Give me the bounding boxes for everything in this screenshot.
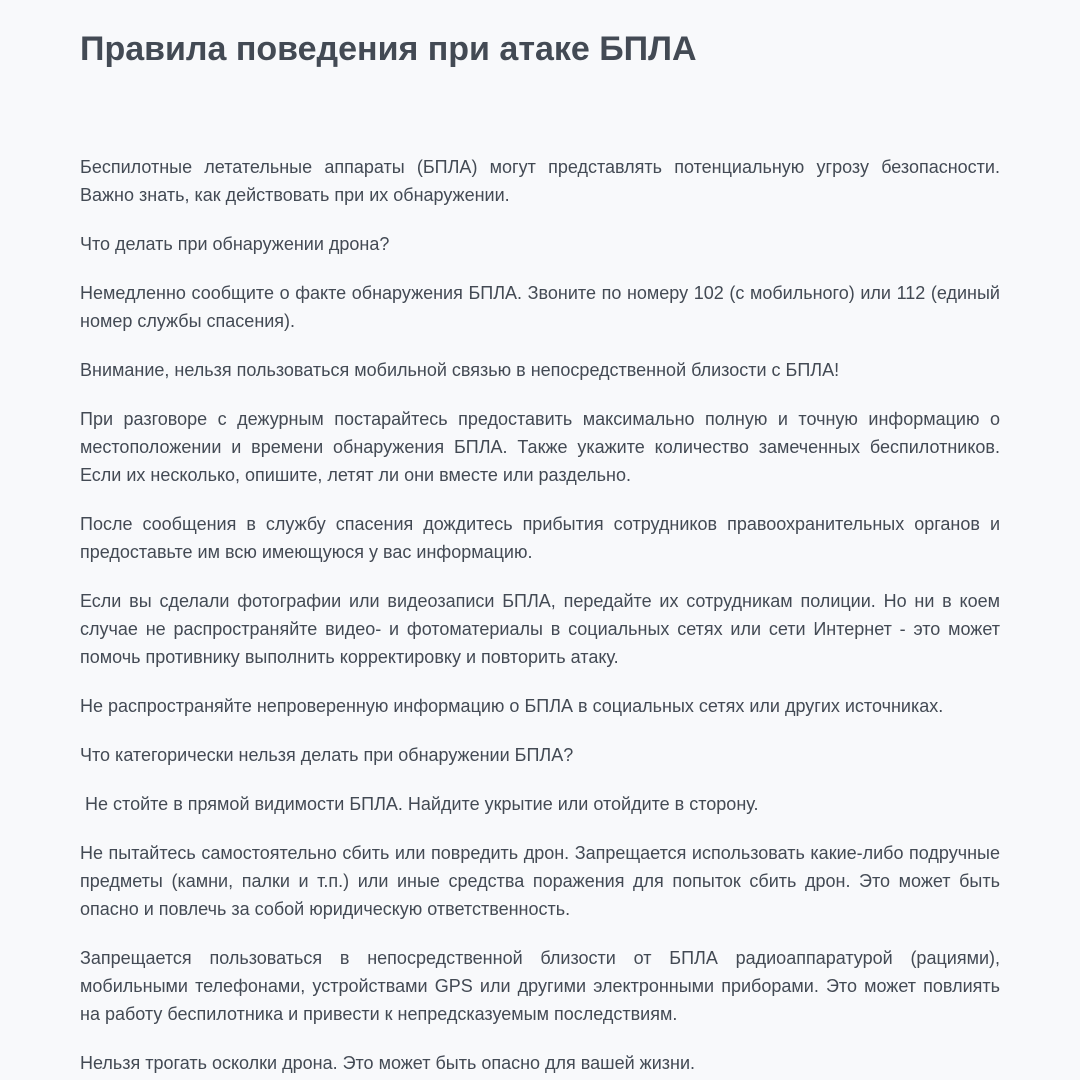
paragraph-report: Немедленно сообщите о факте обнаружения БПЛА. Звоните по номеру 102 (с мобильного) или 112 (единый номер службы спасения). bbox=[80, 283, 1000, 331]
article-body bbox=[80, 153, 1000, 1080]
paragraph-no-debris: Нельзя трогать осколки дрона. Это может быть опасно для вашей жизни. bbox=[80, 1053, 696, 1073]
paragraph-wait: После сообщения в службу спасения дождитесь прибытия сотрудников правоохранительных органов и предоставьте им всю имеющуюся у вас информацию. bbox=[80, 514, 1000, 562]
paragraph-details: При разговоре с дежурным постарайтесь предоставить максимально полную и точную информацию о местоположении и времени обнаружения БПЛА. Также укажите количество замеченных беспилотников. Если их несколько, опишите, летят ли они вместе или раздельно. bbox=[80, 409, 1000, 485]
paragraph-warning: Внимание, нельзя пользоваться мобильной связью в непосредственной близости с БПЛА! bbox=[80, 360, 840, 380]
paragraph-no-visibility: Не стойте в прямой видимости БПЛА. Найдите укрытие или отойдите в сторону. bbox=[80, 794, 759, 814]
paragraph-no-electronics: Запрещается пользоваться в непосредственной близости от БПЛА радиоаппаратурой (рациями), мобильными телефонами, устройствами GPS или другими электронными приборами. Это может повлиять на работу беспилотника и привести к непредсказуемым последствиям. bbox=[80, 948, 1000, 1024]
paragraph-no-shooting: Не пытайтесь самостоятельно сбить или повредить дрон. Запрещается использовать какие-либо подручные предметы (камни, палки и т.п.) или иные средства поражения для попыток сбить дрон. Это может быть опасно и повлечь за собой юридическую ответственность. bbox=[80, 843, 1000, 919]
paragraph-question-what-to-do: Что делать при обнаружении дрона? bbox=[80, 234, 390, 254]
paragraph-no-rumors: Не распространяйте непроверенную информацию о БПЛА в социальных сетях или других источниках. bbox=[80, 696, 944, 716]
paragraph-question-forbidden: Что категорически нельзя делать при обнаружении БПЛА? bbox=[80, 745, 574, 765]
paragraph-photos: Если вы сделали фотографии или видеозаписи БПЛА, передайте их сотрудникам полиции. Но ни в коем случае не распространяйте видео- и фотоматериалы в социальных сетях или сети Интернет - это может помочь противнику выполнить корректировку и повторить атаку. bbox=[80, 591, 1000, 667]
page-title: Правила поведения при атаке БПЛА bbox=[80, 30, 697, 68]
paragraph-intro: Беспилотные летательные аппараты (БПЛА) могут представлять потенциальную угрозу безопасности. Важно знать, как действовать при их обнаружении. bbox=[80, 157, 1000, 205]
